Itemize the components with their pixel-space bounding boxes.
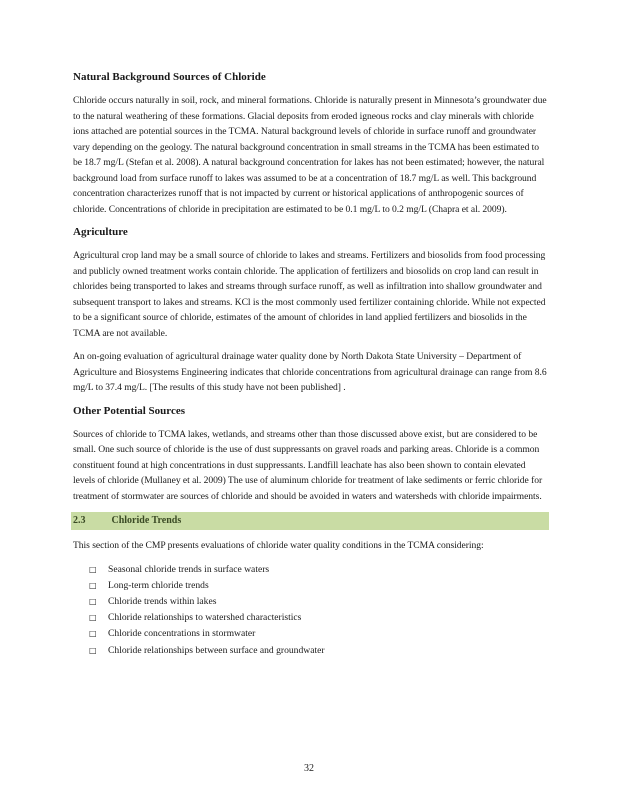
- list-item-text: Chloride relationships between surface and groundwater: [108, 644, 325, 656]
- paragraph-natural-sources: Chloride occurs naturally in soil, rock, and mineral formations. Chloride is naturally present in Minnesota’s groundwater due to the natural weathering of these formations. Glacial deposits from eroded igneous rocks and clay minerals with chloride ions attached are potential sources in the TCMA. Natural background levels of chloride in surface runoff and groundwater vary depending on the geology. The natural background concentration in small streams in the TCMA has been estimated to be 18.7 mg/L (Stefan et al. 2008). A natural background concentration for lakes has not been estimated; however, the natural background load from surface runoff to lakes was assumed to be at a concentration of 18.7 mg/L as well. This background concentration characterizes runoff that is not impacted by current or historical applications of anthropogenic sources of chloride. Concentrations of chloride in precipitation are estimated to be 0.1 mg/L to 0.2 mg/L (Chapra et al. 2009).: [73, 95, 547, 215]
- list-item-text: Seasonal chloride trends in surface waters: [108, 563, 270, 575]
- section-header-chloride-trends: [71, 512, 549, 530]
- paragraph-other-sources: Sources of chloride to TCMA lakes, wetlands, and streams other than those discussed above exist, but are considered to be small. One such source of chloride is the use of dust suppressants on gravel roads and parking areas. Chloride is a common constituent found at high concentrations in dust suppressants. Landfill leachate has also been shown to contain elevated levels of chloride (Mullaney et al. 2009) The use of aluminum chloride for treatment of lake sediments or ferric chloride for treatment of stormwater are sources of chloride and should be avoided in waters and watersheds with chloride impairments.: [73, 428, 543, 502]
- bullet-icon: □: [89, 596, 97, 606]
- list-item: [73, 610, 547, 626]
- list-item: [73, 594, 547, 610]
- list-item-text: Long-term chloride trends: [108, 579, 209, 591]
- bullet-icon: □: [89, 645, 97, 655]
- paragraph-trends-intro: This section of the CMP presents evaluations of chloride water quality conditions in the TCMA considering:: [73, 540, 484, 551]
- page-number: 32: [304, 763, 314, 774]
- heading-natural-sources: Natural Background Sources of Chloride: [73, 71, 266, 83]
- list-item: [73, 643, 547, 659]
- bullet-icon: □: [89, 564, 97, 574]
- paragraph-agriculture-1: Agricultural crop land may be a small source of chloride to lakes and streams. Fertilizers and biosolids from food processing and publicly owned treatment works contain chloride. The application of fertilizers and biosolids on crop land can result in chlorides being transported to lakes and streams through surface runoff, as well as infiltration into shallow groundwater and subsequent transport to lakes and streams. KCl is the most commonly used fertilizer containing chloride. While not expected to be a significant source of chloride, estimates of the amount of chlorides in land applied fertilizers and biosolids in the TCMA are not available.: [73, 250, 546, 339]
- section-number: 2.3: [73, 515, 86, 526]
- section-title: Chloride Trends: [111, 515, 182, 526]
- list-item-text: Chloride concentrations in stormwater: [108, 628, 256, 640]
- list-item: [73, 578, 547, 594]
- bullet-icon: □: [89, 629, 97, 639]
- heading-agriculture: Agriculture: [73, 226, 128, 238]
- list-item: [73, 562, 547, 578]
- trends-list: [73, 562, 547, 659]
- paragraph-agriculture-2: An on-going evaluation of agricultural drainage water quality done by North Dakota State University – Department of Agriculture and Biosystems Engineering indicates that chloride concentrations from agricultural drainage can range from 8.6 mg/L to 37.4 mg/L. [The results of this study have not been published] .: [73, 351, 547, 393]
- list-item-text: Chloride trends within lakes: [108, 595, 217, 607]
- page-content: [73, 70, 547, 659]
- bullet-icon: □: [89, 613, 97, 623]
- bullet-icon: □: [89, 580, 97, 590]
- list-item-text: Chloride relationships to watershed characteristics: [108, 612, 302, 624]
- heading-other-sources: Other Potential Sources: [73, 404, 186, 417]
- list-item: [73, 626, 547, 642]
